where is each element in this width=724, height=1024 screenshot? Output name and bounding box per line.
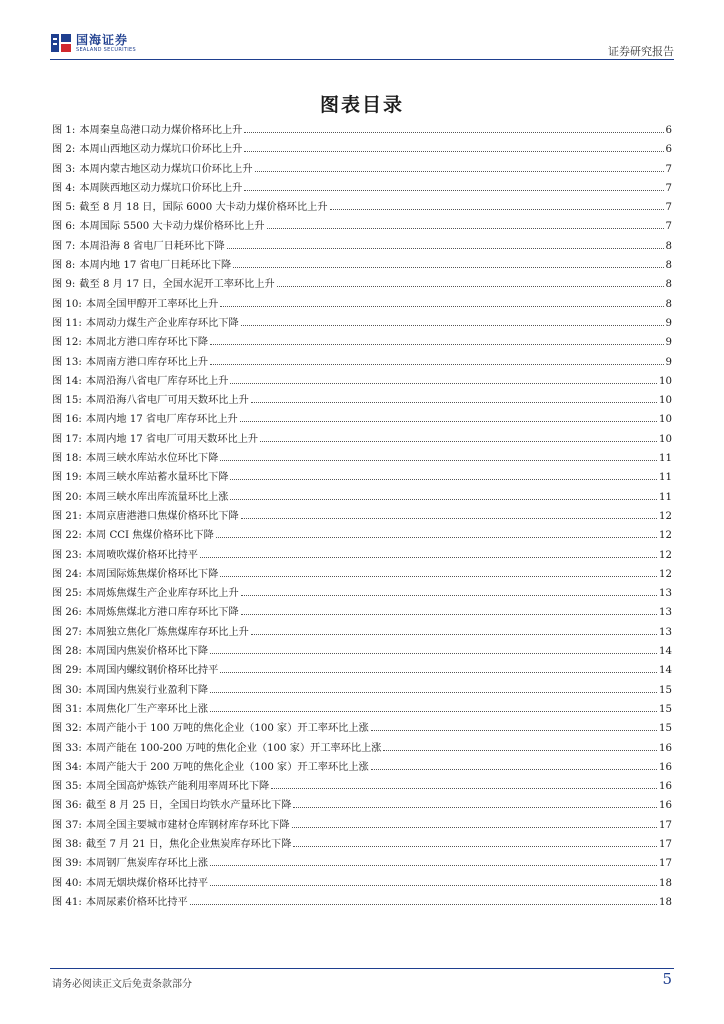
toc-leader-dots xyxy=(371,719,657,731)
toc-entry-title: 本周产能大于 200 万吨的焦化企业（100 家）开工率环比上涨 xyxy=(85,761,369,773)
toc-entry-title: 本周国内螺纹钢价格环比持平 xyxy=(85,665,219,677)
toc-leader-dots xyxy=(216,526,657,538)
toc-entry-label: 图 21: xyxy=(52,510,82,522)
toc-entry-title: 本周无烟块煤价格环比持平 xyxy=(85,877,209,889)
toc-leader-dots xyxy=(241,507,657,519)
toc-entry[interactable] xyxy=(52,468,672,487)
toc-entry[interactable] xyxy=(52,372,672,391)
toc-entry-page: 15 xyxy=(659,723,672,735)
toc-entry-label: 图 3: xyxy=(52,163,76,175)
toc-leader-dots xyxy=(210,353,663,365)
toc-entry[interactable] xyxy=(52,295,672,314)
toc-entry-label: 图 41: xyxy=(52,896,82,908)
toc-entry-title: 本周喷吹煤价格环比持平 xyxy=(85,549,198,561)
toc-entry-label: 图 31: xyxy=(52,703,82,715)
toc-entry-title: 本周国内焦炭行业盈利下降 xyxy=(85,684,209,696)
toc-entry-page: 10 xyxy=(659,395,672,407)
toc-leader-dots xyxy=(241,314,664,326)
toc-entry-label: 图 4: xyxy=(52,182,76,194)
toc-leader-dots xyxy=(190,893,657,905)
toc-entry[interactable] xyxy=(52,565,672,584)
toc-leader-dots xyxy=(220,565,657,577)
toc-entry-title: 本周秦皇岛港口动力煤价格环比上升 xyxy=(79,125,243,136)
toc-entry-page: 10 xyxy=(659,414,672,426)
toc-entry-label: 图 29: xyxy=(52,665,82,677)
toc-entry-page: 9 xyxy=(665,337,672,349)
toc-entry-title: 本周南方港口库存环比上升 xyxy=(85,356,209,368)
toc-entry-title: 截至 8 月 17 日，全国水泥开工率环比上升 xyxy=(79,279,275,291)
toc-entry[interactable] xyxy=(52,140,672,159)
toc-leader-dots xyxy=(200,546,657,558)
toc-entry[interactable] xyxy=(52,854,672,873)
toc-entry-title: 本周炼焦煤生产企业库存环比上升 xyxy=(85,588,239,600)
toc-entry-title: 本周京唐港港口焦煤价格环比下降 xyxy=(85,510,239,522)
toc-entry[interactable] xyxy=(52,507,672,526)
toc-entry-page: 10 xyxy=(659,433,672,445)
toc-entry[interactable] xyxy=(52,603,672,622)
toc-leader-dots xyxy=(210,874,657,886)
page-number: 5 xyxy=(662,970,672,988)
toc-entry-title: 本周独立焦化厂炼焦煤库存环比上升 xyxy=(85,626,249,638)
toc-entry-page: 7 xyxy=(665,163,672,175)
toc-entry-page: 17 xyxy=(659,819,672,831)
toc-entry[interactable] xyxy=(52,217,672,236)
toc-leader-dots xyxy=(271,777,657,789)
toc-entry-title: 本周沿海八省电厂库存环比上升 xyxy=(85,375,229,387)
toc-entry[interactable] xyxy=(52,739,672,758)
toc-entry-page: 7 xyxy=(665,182,672,194)
toc-entry-page: 12 xyxy=(659,510,672,522)
toc-entry-title: 本周国内焦炭价格环比下降 xyxy=(85,646,209,658)
toc-entry-title: 本周产能小于 100 万吨的焦化企业（100 家）开工率环比上涨 xyxy=(85,723,369,735)
toc-leader-dots xyxy=(251,623,657,635)
toc-entry-page: 15 xyxy=(659,684,672,696)
toc-entry[interactable] xyxy=(52,314,672,333)
toc-leader-dots xyxy=(210,681,657,693)
company-logo xyxy=(50,30,136,56)
toc-entry-label: 图 15: xyxy=(52,395,82,407)
toc-entry[interactable] xyxy=(52,642,672,661)
toc-leader-dots xyxy=(220,449,657,461)
footer-divider xyxy=(50,968,674,969)
toc-entry-label: 图 11: xyxy=(52,317,82,329)
toc-entry-title: 本周内地 17 省电厂库存环比上升 xyxy=(85,414,238,426)
toc-leader-dots xyxy=(293,796,657,808)
toc-leader-dots xyxy=(251,391,657,403)
toc-entry-title: 本周国际炼焦煤价格环比下降 xyxy=(85,568,219,580)
toc-leader-dots xyxy=(330,198,664,210)
toc-leader-dots xyxy=(240,410,657,422)
toc-entry-label: 图 12: xyxy=(52,337,82,349)
toc-leader-dots xyxy=(227,237,664,249)
toc-leader-dots xyxy=(244,140,663,152)
toc-entry[interactable] xyxy=(52,661,672,680)
toc-entry-label: 图 32: xyxy=(52,723,82,735)
toc-leader-dots xyxy=(241,603,657,615)
toc-entry-page: 8 xyxy=(665,260,672,272)
toc-entry[interactable] xyxy=(52,198,672,217)
toc-leader-dots xyxy=(292,816,657,828)
toc-entry-page: 16 xyxy=(659,742,672,754)
toc-entry-page: 14 xyxy=(659,646,672,658)
toc-entry-title: 截至 8 月 18 日，国际 6000 大卡动力煤价格环比上升 xyxy=(79,202,328,214)
toc-entry-title: 本周三峡水库出库流量环比上涨 xyxy=(85,491,229,503)
toc-entry-title: 本周三峡水库站水位环比下降 xyxy=(85,453,219,465)
toc-entry-label: 图 25: xyxy=(52,588,82,600)
toc-entry-title: 本周全国高炉炼铁产能利用率周环比下降 xyxy=(85,781,270,793)
toc-entry-label: 图 7: xyxy=(52,240,76,252)
toc-entry-page: 11 xyxy=(659,472,672,484)
toc-entry-title: 本周动力煤生产企业库存环比下降 xyxy=(85,317,239,329)
toc-entry-page: 17 xyxy=(659,858,672,870)
logo-en-text: SEALAND SECURITIES xyxy=(76,46,136,53)
toc-entry-page: 8 xyxy=(665,240,672,252)
toc-entry[interactable] xyxy=(52,777,672,796)
toc-entry-title: 本周山西地区动力煤坑口价环比上升 xyxy=(79,144,243,156)
toc-entry-title: 本周国际 5500 大卡动力煤价格环比上升 xyxy=(79,221,265,233)
toc-entry-title: 本周全国甲醇开工率环比上升 xyxy=(85,298,219,310)
toc-entry-page: 13 xyxy=(659,588,672,600)
toc-entry-label: 图 16: xyxy=(52,414,82,426)
toc-entry[interactable] xyxy=(52,121,672,140)
toc-entry-title: 本周内地 17 省电厂可用天数环比上升 xyxy=(85,433,259,445)
toc-entry-page: 12 xyxy=(659,530,672,542)
toc-entry-label: 图 33: xyxy=(52,742,82,754)
toc-entry-title: 本周产能在 100-200 万吨的焦化企业（100 家）开工率环比上涨 xyxy=(85,742,382,754)
toc-entry-page: 13 xyxy=(659,607,672,619)
toc-entry-title: 本周尿素价格环比持平 xyxy=(85,896,188,908)
toc-entry[interactable] xyxy=(52,410,672,429)
toc-entry-label: 图 37: xyxy=(52,819,82,831)
toc-leader-dots xyxy=(244,179,663,191)
toc-entry[interactable] xyxy=(52,623,672,642)
toc-entry-label: 图 27: xyxy=(52,626,82,638)
toc-entry[interactable] xyxy=(52,874,672,893)
toc-leader-dots xyxy=(210,700,657,712)
toc-entry[interactable] xyxy=(52,275,672,294)
toc-entry-page: 7 xyxy=(665,221,672,233)
toc-entry-label: 图 14: xyxy=(52,375,82,387)
toc-entry[interactable] xyxy=(52,237,672,256)
toc-entry[interactable] xyxy=(52,430,672,449)
toc-entry-page: 14 xyxy=(659,665,672,677)
toc-entry-page: 6 xyxy=(665,144,672,156)
toc-leader-dots xyxy=(230,488,657,500)
toc-leader-dots xyxy=(220,661,657,673)
toc-entry-label: 图 6: xyxy=(52,221,76,233)
toc-entry-page: 11 xyxy=(659,453,672,465)
toc-leader-dots xyxy=(230,372,657,384)
toc-entry[interactable] xyxy=(52,796,672,815)
toc-leader-dots xyxy=(210,854,657,866)
toc-entry-label: 图 13: xyxy=(52,356,82,368)
toc-leader-dots xyxy=(371,758,657,770)
toc-leader-dots xyxy=(210,333,663,345)
toc-entry-title: 本周 CCI 焦煤价格环比下降 xyxy=(85,530,214,542)
logo-text xyxy=(76,34,136,53)
toc-entry-page: 9 xyxy=(665,317,672,329)
toc-entry[interactable] xyxy=(52,160,672,179)
toc-entry[interactable] xyxy=(52,333,672,352)
toc-entry-page: 16 xyxy=(659,800,672,812)
toc-entry-page: 8 xyxy=(665,279,672,291)
toc-entry[interactable] xyxy=(52,835,672,854)
toc-leader-dots xyxy=(277,275,664,287)
toc-entry-page: 18 xyxy=(659,877,672,889)
toc-entry-label: 图 9: xyxy=(52,279,76,291)
toc-entry[interactable] xyxy=(52,488,672,507)
logo-cn-text: 国海证券 xyxy=(76,32,129,47)
toc-leader-dots xyxy=(383,739,657,751)
toc-leader-dots xyxy=(267,217,664,229)
toc-entry-title: 本周钢厂焦炭库存环比上涨 xyxy=(85,858,209,870)
toc-entry[interactable] xyxy=(52,893,672,912)
toc-entry-label: 图 36: xyxy=(52,800,82,812)
toc-entry[interactable] xyxy=(52,391,672,410)
toc-leader-dots xyxy=(244,121,663,133)
toc-entry-title: 截至 7 月 21 日，焦化企业焦炭库存环比下降 xyxy=(85,838,292,850)
toc-entry-label: 图 22: xyxy=(52,530,82,542)
toc-entry-page: 12 xyxy=(659,549,672,561)
toc-entry-label: 图 2: xyxy=(52,144,76,156)
toc-entry[interactable] xyxy=(52,758,672,777)
toc-entry-page: 11 xyxy=(659,491,672,503)
toc-entry-label: 图 35: xyxy=(52,781,82,793)
toc-entry[interactable] xyxy=(52,719,672,738)
toc-entry[interactable] xyxy=(52,179,672,198)
toc-entry-page: 8 xyxy=(665,298,672,310)
toc-entry[interactable] xyxy=(52,353,672,372)
toc-entry-page: 15 xyxy=(659,703,672,715)
toc-entry-page: 13 xyxy=(659,626,672,638)
toc-leader-dots xyxy=(220,295,663,307)
report-type-label: 证券研究报告 xyxy=(608,45,674,58)
toc-leader-dots xyxy=(233,256,663,268)
toc-entry-title: 本周炼焦煤北方港口库存环比下降 xyxy=(85,607,239,619)
toc-leader-dots xyxy=(255,160,664,172)
logo-mark-icon xyxy=(50,32,72,54)
toc-entry-label: 图 39: xyxy=(52,858,82,870)
toc-entry-title: 本周沿海八省电厂可用天数环比上升 xyxy=(85,395,249,407)
toc-entry[interactable] xyxy=(52,584,672,603)
toc-entry-page: 6 xyxy=(665,125,672,136)
header-divider xyxy=(50,59,674,60)
toc-entry-label: 图 19: xyxy=(52,472,82,484)
toc-entry-label: 图 20: xyxy=(52,491,82,503)
toc-entry-label: 图 28: xyxy=(52,646,82,658)
toc-entry-page: 7 xyxy=(665,202,672,214)
toc-entry[interactable] xyxy=(52,449,672,468)
footer-disclaimer: 请务必阅读正文后免责条款部分 xyxy=(52,979,192,990)
toc-entry-title: 本周内地 17 省电厂日耗环比下降 xyxy=(79,260,232,272)
toc-entry-page: 12 xyxy=(659,568,672,580)
toc-entry-label: 图 30: xyxy=(52,684,82,696)
figure-toc-list xyxy=(52,121,672,912)
toc-entry[interactable] xyxy=(52,816,672,835)
toc-entry-label: 图 5: xyxy=(52,202,76,214)
toc-entry-page: 9 xyxy=(665,356,672,368)
toc-entry[interactable] xyxy=(52,256,672,275)
toc-entry-label: 图 26: xyxy=(52,607,82,619)
toc-entry-title: 本周陕西地区动力煤坑口价环比上升 xyxy=(79,182,243,194)
toc-entry-page: 17 xyxy=(659,838,672,850)
toc-entry-title: 本周沿海 8 省电厂日耗环比下降 xyxy=(79,240,225,252)
toc-entry[interactable] xyxy=(52,681,672,700)
toc-entry-label: 图 34: xyxy=(52,761,82,773)
toc-entry-label: 图 24: xyxy=(52,568,82,580)
toc-entry-title: 本周焦化厂生产率环比上涨 xyxy=(85,703,209,715)
toc-entry-title: 本周内蒙古地区动力煤坑口价环比上升 xyxy=(79,163,253,175)
toc-entry-page: 16 xyxy=(659,781,672,793)
toc-entry[interactable] xyxy=(52,700,672,719)
toc-entry-title: 本周全国主要城市建材仓库钢材库存环比下降 xyxy=(85,819,290,831)
toc-leader-dots xyxy=(260,430,657,442)
toc-entry[interactable] xyxy=(52,526,672,545)
toc-entry-page: 16 xyxy=(659,761,672,773)
toc-entry-label: 图 10: xyxy=(52,298,82,310)
toc-title: 图表目录 xyxy=(319,94,404,116)
toc-entry-title: 本周三峡水库站蓄水量环比下降 xyxy=(85,472,229,484)
page-header xyxy=(50,28,674,62)
toc-entry[interactable] xyxy=(52,546,672,565)
toc-leader-dots xyxy=(210,642,657,654)
toc-entry-title: 截至 8 月 25 日，全国日均铁水产量环比下降 xyxy=(85,800,292,812)
toc-entry-label: 图 40: xyxy=(52,877,82,889)
toc-leader-dots xyxy=(293,835,657,847)
toc-entry-label: 图 23: xyxy=(52,549,82,561)
toc-leader-dots xyxy=(230,468,657,480)
toc-leader-dots xyxy=(241,584,657,596)
toc-entry-label: 图 1: xyxy=(52,125,76,136)
toc-entry-page: 18 xyxy=(659,896,672,908)
toc-entry-title: 本周北方港口库存环比下降 xyxy=(85,337,209,349)
toc-entry-label: 图 8: xyxy=(52,260,76,272)
toc-entry-label: 图 38: xyxy=(52,838,82,850)
toc-entry-page: 10 xyxy=(659,375,672,387)
toc-entry-label: 图 18: xyxy=(52,453,82,465)
toc-entry-label: 图 17: xyxy=(52,433,82,445)
